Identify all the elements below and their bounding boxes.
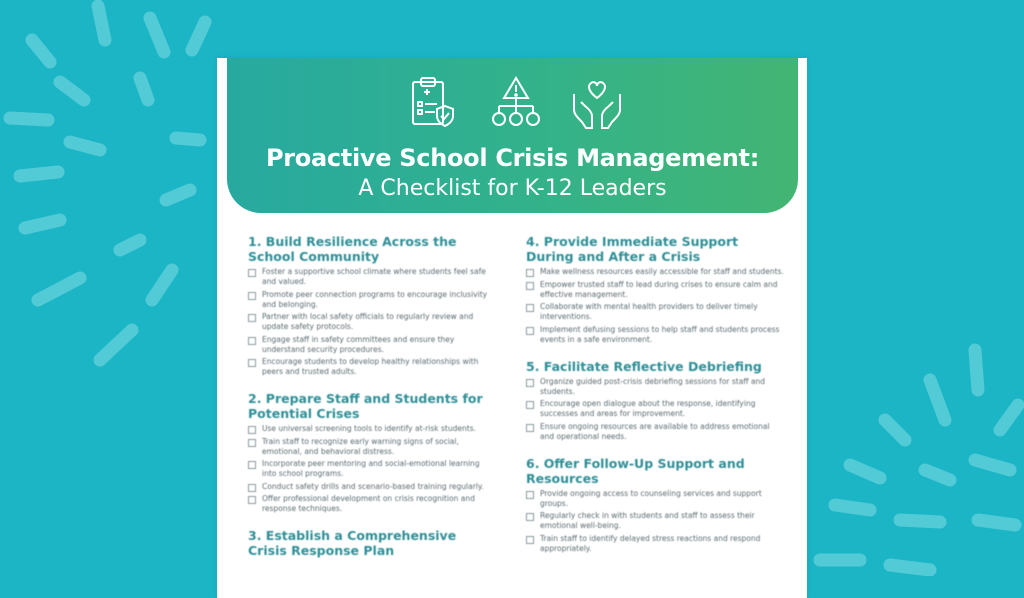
checkbox-icon[interactable] (248, 359, 256, 367)
checklist-item (526, 489, 786, 509)
checkbox-icon[interactable] (248, 496, 256, 504)
checklist-item-text: Foster a supportive school climate where students feel safe and valued. (262, 267, 486, 286)
header-banner (227, 58, 798, 213)
checklist-item (526, 325, 786, 345)
checklist-item (526, 511, 786, 531)
checklist-item (248, 424, 488, 434)
section-title: 5. Facilitate Reflective Debriefing (526, 358, 762, 374)
checklist-item-text: Engage staff in safety committees and ensure they understand security procedures. (262, 334, 455, 354)
document-subtitle: A Checklist for K-12 Leaders (358, 176, 667, 201)
checklist-item (526, 267, 786, 277)
checklist-item (248, 494, 488, 514)
checklist-item (526, 377, 786, 397)
checkbox-icon[interactable] (248, 484, 256, 492)
header-icons (227, 76, 798, 136)
checkbox-icon[interactable] (248, 269, 256, 277)
checklist-item-text: Use universal screening tools to identify at-risk students. (262, 424, 476, 433)
checkbox-icon[interactable] (526, 327, 534, 335)
clipboard-shield-icon (407, 76, 461, 134)
section-title: 2. Prepare Staff and Students for Potential Crises (248, 391, 483, 421)
section-title: 1. Build Resilience Across the School Community (248, 234, 457, 264)
right-column (526, 234, 786, 568)
checklist-item-text: Make wellness resources easily accessible for staff and students. (540, 267, 784, 276)
checklist-section (248, 528, 488, 558)
checkbox-icon[interactable] (526, 304, 534, 312)
checklist-section (526, 359, 786, 442)
checkbox-icon[interactable] (248, 337, 256, 345)
checkbox-icon[interactable] (526, 282, 534, 290)
checklist-item (526, 302, 786, 322)
checklist-item-text: Promote peer connection programs to encourage inclusivity and belonging. (262, 289, 488, 309)
checklist-document (217, 58, 807, 598)
document-title: Proactive School Crisis Management: (265, 144, 760, 172)
checklist-item (248, 267, 488, 287)
checklist-item (526, 399, 786, 419)
checklist-section (526, 456, 786, 554)
checklist-item-text: Train staff to recognize early warning signs of social, emotional, and behavioral distress. (262, 436, 459, 456)
left-column (248, 234, 488, 572)
section-title: 4. Provide Immediate Support During and After a Crisis (526, 234, 739, 264)
checklist-item-text: Organize guided post-crisis debriefing sessions for staff and students. (540, 376, 765, 396)
checkbox-icon[interactable] (248, 426, 256, 434)
checkbox-icon[interactable] (526, 401, 534, 409)
checkbox-icon[interactable] (248, 461, 256, 469)
checkbox-icon[interactable] (248, 292, 256, 300)
checkbox-icon[interactable] (248, 439, 256, 447)
checklist-item (248, 312, 488, 332)
checklist-item (248, 335, 488, 355)
checklist-item (248, 482, 488, 492)
checklist-item (248, 357, 488, 377)
checklist-item (526, 422, 786, 442)
checklist-item-text: Train staff to identify delayed stress reactions and respond appropriately. (540, 533, 761, 553)
checklist-item-text: Offer professional development on crisis recognition and response techniques. (262, 494, 475, 513)
checklist-item-text: Ensure ongoing resources are available to address emotional and operational needs. (540, 421, 770, 441)
checkbox-icon[interactable] (248, 314, 256, 322)
checkbox-icon[interactable] (526, 424, 534, 432)
checklist-item-text: Partner with local safety officials to regularly review and update safety protocols. (262, 312, 474, 331)
checklist-item-text: Empower trusted staff to lead during crises to ensure calm and effective management. (540, 279, 778, 299)
checklist-item-text: Implement defusing sessions to help staff and students process events in a safe environment. (540, 324, 780, 344)
checklist-section (248, 391, 488, 514)
checklist-item (248, 290, 488, 310)
checklist-item-text: Incorporate peer mentoring and social-emotional learning into school programs. (262, 459, 480, 478)
checklist-item (248, 459, 488, 479)
section-title: 6. Offer Follow-Up Support and Resources (526, 455, 745, 486)
checkbox-icon[interactable] (526, 379, 534, 387)
checkbox-icon[interactable] (526, 491, 534, 499)
checklist-section (248, 234, 488, 377)
checklist-item (526, 534, 786, 554)
hands-heart-icon (570, 76, 624, 134)
checklist-section (526, 234, 786, 345)
checklist-item-text: Provide ongoing access to counseling services and support groups. (540, 488, 762, 508)
checklist-item-text: Regularly check in with students and staff to assess their emotional well-being. (540, 511, 755, 530)
checklist-item (526, 280, 786, 300)
checklist-item-text: Encourage open dialogue about the response, identifying successes and areas for improvement. (540, 399, 756, 418)
checklist-item (248, 437, 488, 457)
checklist-item-text: Encourage students to develop healthy relationships with peers and trusted adults. (262, 357, 479, 376)
checkbox-icon[interactable] (526, 513, 534, 521)
checklist-item-text: Collaborate with mental health providers to deliver timely interventions. (540, 302, 758, 321)
section-title: 3. Establish a Comprehensive Crisis Response Plan (248, 528, 457, 558)
checkbox-icon[interactable] (526, 269, 534, 277)
checklist-item-text: Conduct safety drills and scenario-based training regularly. (262, 481, 484, 491)
checkbox-icon[interactable] (526, 536, 534, 544)
warning-network-icon (489, 76, 543, 134)
